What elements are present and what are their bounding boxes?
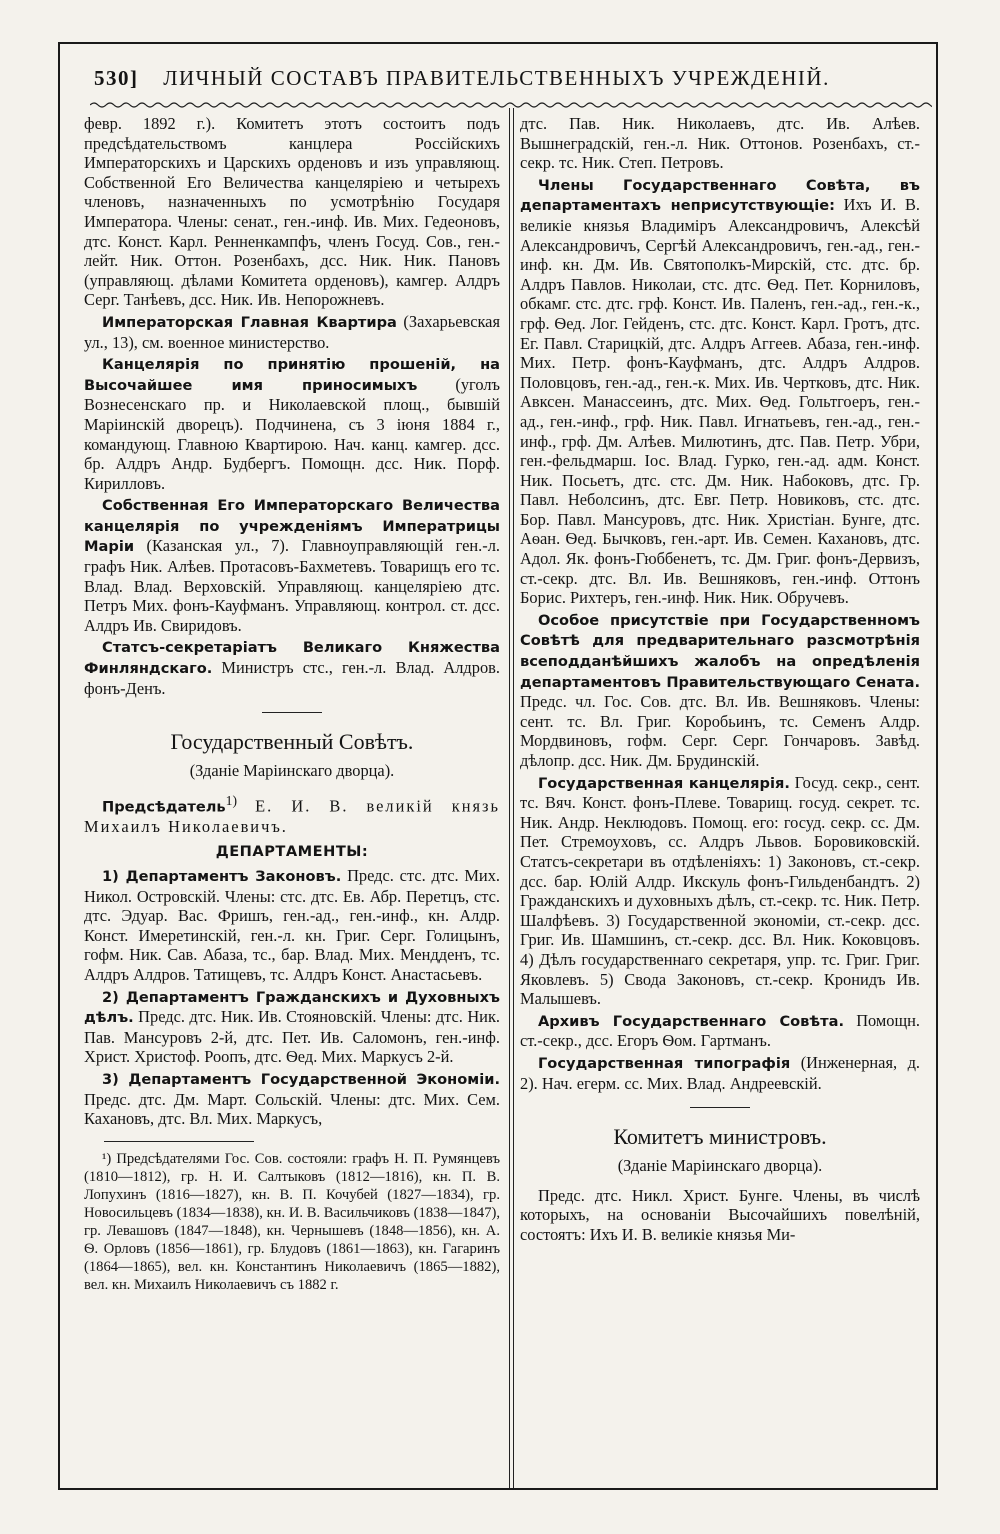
section-title: Государственный Совѣтъ.: [170, 729, 414, 755]
entry-heading: Особое присутствiе при Государственномъ Совѣтѣ для предварительнаго разсмотрѣнiя всеподданѣйшихъ жалобъ на опредѣленiя департаментовъ Правительствующаго Сената.: [520, 611, 920, 691]
entry-text: Помощн. ст.-секр., дсс. Егоръ Ѳом. Гартманъ.: [520, 1010, 920, 1051]
footnote-ref: 1): [225, 792, 238, 808]
left-entry: [84, 637, 500, 698]
department-entry: [84, 866, 500, 985]
department-entry: [84, 1069, 500, 1129]
entry-text: Ихъ И. В. великiе князья Владимiръ Александровичъ, Алексѣй Александровичъ, Сергѣй Александровичъ, ген.-ад., ген.-инф. кн. Дм. Ив. Святополкъ-Мирскiй, стс. дтс. бр. Алдръ Павлов. Николаи, стс. дтс. Ѳед. Пет. Корниловъ, обкамг. стс. дтс. грф. Конст. Ив. Паленъ, ген.-ад., ген.-к., грф. Ѳед. Лог. Гейденъ, стс. дтс. Конст. Карл. Гротъ, дтс. Ег. Павл. Старицкiй, дтс. Алдръ Аггеев. Абаза, ген.-инф. Мих. Петр. фонъ-Кауфманъ, дтс. Алдръ Алдров. Половцовъ, ген.-ад., ген.-к. Мих. Ив. Чертковъ, дтс. Ник. Авксен. Манассеинъ, дтс. Мих. Ѳед. Гольтгоеръ, ген.-ад., ген.-инф., грф. Ник. Павл. Игнатьевъ, ген.-ад., ген.-инф., грф. Дм. Алѣев. Милютинъ, дтс. Пав. Петр. Убри, ген.-фельдмарш. Iос. Влад. Гурко, ген.-ад. адм. Конст. Ник. Посьетъ, дтс. стс. Дм. Ник. Набоковъ, дтс. Гр. Павл. Неболсинъ, дтс. Евг. Петр. Новиковъ, стс. дтс. Бор. Павл. Мансуровъ, дтс. Ник. Христiан. Бунге, дтс. Аѳан. Ѳед. Бычковъ, ген.-арт. Ив. Семен. Кахановъ, дтс. Адол. Як. фонъ-Гюббенетъ, тс. Дм. Григ. фонъ-Дервизъ, ст.-секр. дтс. Вл. Ив. Вешняковъ, ген.-инф. Оттонъ Борис. Рихтеръ, ген.-инф. Ник. Ник. Обручевъ.: [520, 195, 920, 608]
page-header: [94, 66, 916, 96]
left-paragraph: февр. 1892 г.). Комитетъ этотъ состоитъ подъ предсѣдательствомъ канцлера Россiйскихъ Императорскихъ и Царскихъ орденовъ и изъ управляющ. Собственной Его Величества канцелярiею и четырехъ членовъ, назначенныхъ по усмотрѣнiю Государя Императора. Члены: сенат., ген.-инф. Ив. Мих. Гедеоновъ, дтс. Конст. Карл. Ренненкампфъ, членъ Госуд. Сов., ген.-лейт. Ник. Оттон. Розенбахъ, дсс. Ник. Ник. Пановъ (управляющ. дѣлами Комитета орденовъ), камгер. Алдръ Серг. Танѣевъ, дсс. Ник. Ив. Непорожневъ.: [84, 114, 500, 310]
section-separator: [262, 712, 322, 713]
right-entry: [520, 773, 920, 1009]
column-rule-left: [509, 108, 510, 1488]
wavy-rule: [90, 100, 932, 110]
section-subtitle: (Зданiе Марiинскаго дворца).: [189, 761, 395, 781]
section-title: Комитетъ министровъ.: [613, 1124, 827, 1150]
right-column: [520, 114, 920, 1246]
right-entry: [520, 175, 920, 608]
chairman-entry: [84, 791, 500, 837]
section-subtitle: (Зданiе Марiинскаго дворца).: [617, 1156, 823, 1176]
entry-heading: Архивъ Государственнаго Совѣта.: [538, 1012, 844, 1030]
entry-text: (Казанская ул., 7). Главноуправляющiй ген.-л. графъ Ник. Алѣев. Протасовъ-Бахметевъ. Товарищъ его тс. Влад. Влад. Верховскiй. Управляющ. канцелярiею дтс. Петръ Мих. фонъ-Кауфманъ. Управляющ. контрол. ст. дсс. Алдръ Ив. Свиридовъ.: [84, 536, 500, 635]
footnote: ¹) Предсѣдателями Гос. Сов. состояли: графъ Н. П. Румянцевъ (1810—1812), гр. Н. И. Салтыковъ (1812—1816), кн. П. В. Лопухинъ (1816—1827), кн. В. П. Кочубей (1827—1834), гр. Новосильцевъ (1834—1838), кн. И. В. Васильчиковъ (1838—1847), гр. Левашовъ (1847—1848), кн. Чернышевъ (1848—1856), кн. А. Ѳ. Орловъ (1856—1861), гр. Блудовъ (1861—1863), кн. Гагаринъ (1864—1865), вел. кн. Константинъ Николаевичъ (1865—1882), вел. кн. Михаилъ Николаевичъ съ 1882 г.: [84, 1150, 500, 1293]
entry-text: Е. И. В. великiй князь Михаилъ Николаевичъ.: [84, 796, 500, 836]
department-entry: [84, 987, 500, 1067]
entry-text: (Инженерная, д. 2). Нач. егерм. сс. Мих. Влад. Андреевскiй.: [520, 1052, 921, 1093]
entry-text: Министръ стс., ген.-л. Влад. Алдров. фонъ-Денъ.: [84, 658, 500, 698]
entry-heading: 2) Департаментъ Гражданскихъ и Духовныхъ дѣлъ.: [84, 988, 500, 1027]
entry-text: Предс. дтс. Дм. Март. Сольскiй. Члены: дтс. Мих. Сем. Кахановъ, дтс. Вл. Мих. Маркусъ,: [84, 1089, 500, 1129]
entry-heading: Императорская Главная Квартира: [102, 313, 397, 331]
section-separator: [690, 1107, 750, 1108]
right-entry: [520, 1053, 920, 1093]
entry-text: Предс. чл. Гос. Сов. дтс. Вл. Ив. Вешняковъ. Члены: сент. тс. Вл. Григ. Коробьинъ, тс. Семенъ Алдр. Мордвиновъ, гофм. Серг. Серг. Гончаровъ. Завѣд. дѣлопр. дсс. Ник. Дм. Брудинскiй.: [520, 692, 920, 770]
entry-heading: Статсъ-секретарiатъ Великаго Княжества Финляндскаго.: [84, 639, 500, 678]
footnote-rule: [104, 1141, 254, 1142]
left-entry: [84, 312, 500, 352]
entry-text: (Захарьевская ул., 13), см. военное министерство.: [84, 311, 500, 352]
column-rule-right: [513, 108, 514, 1488]
left-entry: [84, 495, 500, 635]
entry-text: (уголъ Вознесенскаго пр. и Николаевской площ., бывшiй Марiинскiй дворецъ). Подчинена, съ 3 iюня 1884 г., командующ. Главною Квартирою. Нач. канц. камгер. дсс. бр. Алдръ Андр. Будбергъ. Помощн. дсс. Ник. Порф. Кирилловъ.: [84, 374, 500, 493]
entry-heading: Канцелярiя по принятiю прошенiй, на Высочайшее имя приносимыхъ: [84, 356, 500, 394]
left-column: [84, 114, 500, 1296]
entry-heading: 3) Департаментъ Государственной Экономiи.: [102, 1071, 500, 1088]
running-title: ЛИЧНЫЙ СОСТАВЪ ПРАВИТЕЛЬСТВЕННЫХЪ УЧРЕЖДЕНIЙ.: [163, 66, 830, 90]
entry-text: Госуд. секр., сент. тс. Вяч. Конст. фонъ-Плеве. Товарищ. госуд. секрет. тс. Ник. Андр. Неклюдовъ. Помощ. его: госуд. секр. сс. Дм. Пет. Стремоуховъ, сс. Алдръ Львов. Боровиковскiй. Статсъ-секретари въ отдѣленiяхъ: 1) Законовъ, ст.-секр. дсс. бар. Юлiй Алдр. Икскуль фонъ-Гильденбандтъ. 2) Гражданскихъ и духовныхъ дѣлъ, ст.-секр. тс. Ник. Петр. Шалфѣевъ. 3) Государственной экономiи, ст.-секр. дсс. Григ. Ив. Шамшинъ, ст.-секр. дсс. Вл. Ник. Коковцовъ. 4) Дѣлъ государственнаго секретаря, упр. тс. Григ. Григ. Яковлевъ. 5) Свода Законовъ, ст.-секр. Кронидъ Ив. Малышевъ.: [520, 772, 920, 1009]
right-paragraph: дтс. Пав. Ник. Николаевъ, дтс. Ив. Алѣев. Вышнеградскiй, ген.-л. Ник. Оттонов. Розенбахъ, ст.-секр. тс. Ник. Степ. Петровъ.: [520, 114, 920, 173]
right-entry: [520, 1011, 920, 1051]
entry-heading: 1) Департаментъ Законовъ.: [102, 868, 342, 886]
entry-heading: Государственная типографiя: [538, 1054, 791, 1072]
right-entry: [520, 610, 920, 771]
entry-heading: Члены Государственнаго Совѣта, въ департаментахъ неприсутствующiе:: [520, 176, 920, 215]
right-paragraph: Предс. дтс. Никл. Христ. Бунге. Члены, въ числѣ которыхъ, на основанiи Высочайшихъ повелѣнiй, состоятъ: Ихъ И. В. великiе князья Ми-: [520, 1185, 920, 1244]
entry-text: Предс. дтс. Ник. Ив. Стояновскiй. Члены: дтс. Ник. Пав. Мансуровъ 2-й, дтс. Пет. Ив. Саломонъ, ген.-инф. Христ. Христоф. Роопъ, дтс. Ѳед. Мих. Маркусъ 2-й.: [84, 1007, 500, 1067]
entry-text: Предс. стс. дтс. Мих. Никол. Островскiй. Члены: стс. дтс. Ев. Абр. Перетцъ, стс. дтс. Эдуар. Вас. Фришъ, ген.-ад., ген.-инф., кн. Алдр. Конст. Имеретинскiй, ген.-л. кн. Григ. Серг. Голицынъ, гофм. Ник. Сав. Абаза, тс., бар. Влад. Мих. Мендденъ, тс. Алдръ Алдров. Татищевъ, тс. Алдръ Конст. Анастасьевъ.: [84, 866, 500, 985]
departments-heading: ДЕПАРТАМЕНТЫ:: [215, 843, 369, 861]
left-entry: [84, 354, 500, 493]
entry-heading: Государственная канцелярiя.: [538, 774, 790, 792]
entry-heading: Предсѣдатель: [102, 798, 226, 816]
page-number: 530]: [94, 66, 139, 90]
entry-heading: Собственная Его Императорскаго Величества канцелярiя по учрежденiямъ Императрицы Марiи: [84, 497, 500, 556]
page-frame: [58, 42, 938, 1490]
